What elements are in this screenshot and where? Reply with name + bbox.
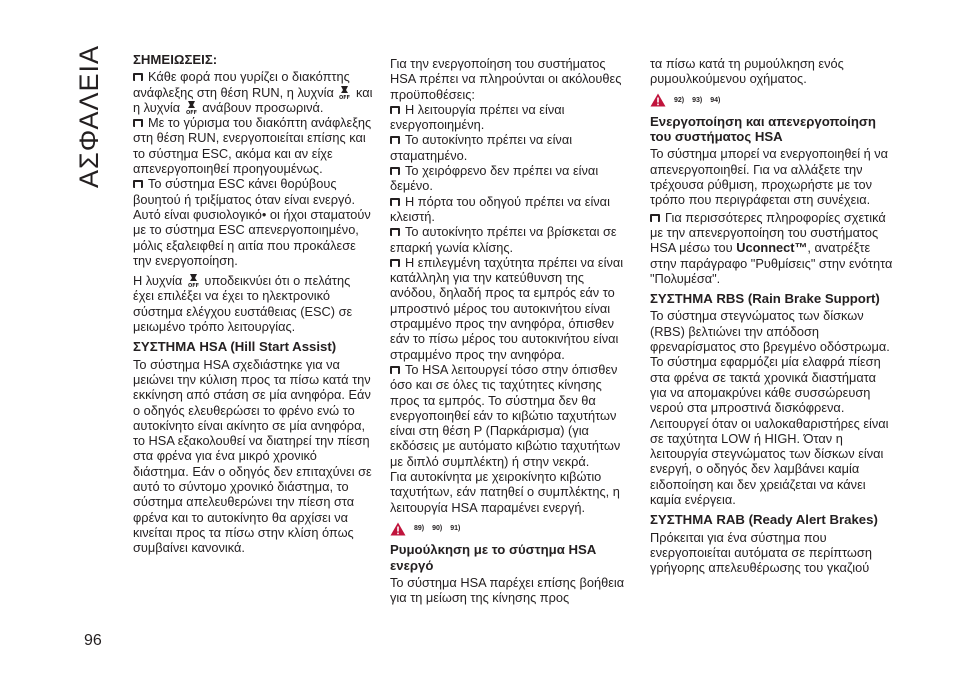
warning-ref: 93) xyxy=(692,96,703,104)
warning-ref: 92) xyxy=(674,96,685,104)
bookmark-icon xyxy=(390,198,400,206)
svg-text:OFF: OFF xyxy=(187,283,199,289)
hsa-heading: ΣΥΣΤΗΜΑ HSA (Hill Start Assist) xyxy=(133,339,337,355)
bookmark-icon xyxy=(390,167,400,175)
warning-ref: 91) xyxy=(450,524,461,532)
condition-item: Η λειτουργία πρέπει να είναι ενεργοποιημένη. xyxy=(390,101,565,133)
rab-text: Πρόκειται για ένα σύστημα που ενεργοποιείται αυτόματα σε περίπτωση γρήγορης απελευθέρωσης του γκαζιού xyxy=(650,529,872,576)
rab-heading: ΣΥΣΤΗΜΑ RAB (Ready Alert Brakes) xyxy=(650,512,878,528)
trailer-heading: Ρυμούλκηση με το σύστημα HSA ενεργό xyxy=(390,542,596,573)
bookmark-icon xyxy=(390,259,400,267)
warning-ref: 90) xyxy=(432,524,443,532)
bookmark-icon xyxy=(390,366,400,374)
hsa-toggle-text: Το σύστημα μπορεί να ενεργοποιηθεί ή να απενεργοποιηθεί. Για να αλλάξετε την τρέχουσα ρύθμιση, προχωρήστε με τον τρόπο που περιγράφεται στη συνέχεια. xyxy=(650,146,889,208)
bookmark-icon xyxy=(390,106,400,114)
page-number: 96 xyxy=(84,632,102,649)
svg-text:OFF: OFF xyxy=(339,94,351,100)
warning-references xyxy=(390,521,628,536)
svg-text:OFF: OFF xyxy=(185,109,197,115)
note-2: Με το γύρισμα του διακόπτη ανάφλεξης στη θέση RUN, ενεργοποιείται επίσης και το σύστημα ESC, ακόμα και αν είχε απενεργοποιηθεί προηγουμένως. xyxy=(133,115,372,177)
condition-item: Το αυτοκίνητο πρέπει να είναι σταματημένο. xyxy=(390,132,573,163)
uconnect-brand: Uconnect™ xyxy=(736,240,808,256)
section-title: ΑΣΦΑΛΕΙΑ xyxy=(74,44,104,188)
manual-gearbox-note: Για αυτοκίνητα με χειροκίνητο κιβώτιο ταχυτήτων, εάν πατηθεί ο συμπλέκτης, η λειτουργία HSA παραμένει ενεργή. xyxy=(390,469,620,515)
trailer-text: Το σύστημα HSA παρέχει επίσης βοήθεια για τη μείωση της κίνησης προς xyxy=(390,574,625,606)
condition-item: Το αυτοκίνητο πρέπει να βρίσκεται σε επαρκή γωνία κλίσης. xyxy=(390,224,617,255)
bookmark-icon xyxy=(133,119,143,127)
note-3: Το σύστημα ESC κάνει θορύβους βουητού ή τριξίματος όταν είναι ενεργό. Αυτό είναι φυσιολογικό• οι ήχοι σταματούν με το σύστημα ESC απενεργοποιημένο, μόλις εξαλειφθεί η αιτία που προκάλεσε την ενεργοποίηση. xyxy=(133,176,371,268)
notes-heading: ΣΗΜΕΙΩΣΕΙΣ: xyxy=(133,52,218,67)
rbs-heading: ΣΥΣΤΗΜΑ RBS (Rain Brake Support) xyxy=(650,291,880,307)
bookmark-icon xyxy=(133,73,143,81)
note-1: Κάθε φορά που γυρίζει ο διακόπτης ανάφλεξης στη θέση RUN, η λυχνία OFF και η λυχνία OFF ανάβουν προσωρινά. xyxy=(133,69,373,115)
hsa-text: Το σύστημα HSA σχεδιάστηκε για να μειώνει την κύλιση προς τα πίσω κατά την εκκίνηση από στάση σε μία ανηφόρα. Εάν ο οδηγός ελευθερώσει το φρένο ενώ το αυτοκίνητο είναι ακίνητο σε μία ανηφόρα, το HSA εξακολουθεί να διατηρεί την πίεση στα φρένα για ένα μικρό χρονικό διάστημα. Εάν ο οδηγός δεν επιταχύνει σε αυτό το σύντομο χρονικό διάστημα, το σύστημα απελευθερώνει την πίεση στα φρένα και το αυτοκίνητο θα αρχίσει να κινείται προς τα πίσω στην κλίση όπως συμβαίνει κανονικά. xyxy=(133,356,372,556)
bookmark-icon xyxy=(390,228,400,236)
condition-item: Η επιλεγμένη ταχύτητα πρέπει να είναι κατάλληλη για την κατεύθυνση της ανόδου, δηλαδή προς τα εμπρός εάν το μπροστινό μέρος του αυτοκινήτου είναι στραμμένο προς την ανηφόρα, όπισθεν εάν το πίσω μέρος του αυτοκινήτου είναι στραμμένο προς την ανηφόρα. xyxy=(390,254,624,362)
condition-item: Η πόρτα του οδηγού πρέπει να είναι κλειστή. xyxy=(390,193,610,224)
esc-off-indicator-icon xyxy=(188,273,199,288)
trailer-text-continued: τα πίσω κατά τη ρυμούλκηση ενός ρυμουλκούμενου οχήματος. xyxy=(650,56,844,87)
indicator-note: Η λυχνία OFF υποδεικνύει ότι ο πελάτης έχει επιλέξει να έχει το ηλεκτρονικό σύστημα ελέγχου ευστάθειας (ESC) σε μειωμένο τρόπο λειτουργίας. xyxy=(133,273,353,335)
esc-off-indicator-icon xyxy=(339,85,350,100)
column-1 xyxy=(133,52,373,556)
warning-ref: 94) xyxy=(710,96,721,104)
warning-triangle-icon xyxy=(390,522,406,536)
esc-off-indicator-icon xyxy=(186,100,197,115)
rbs-text: Το σύστημα στεγνώματος των δίσκων (RBS) βελτιώνει την απόδοση φρεναρίσματος στο βρεγμένο οδόστρωμα. Το σύστημα εφαρμόζει μία ελαφρά πίεση στα φρένα σε τακτά χρονικά διαστήματα για να απομακρύνει κάθε συσσώρευση νερού στα μπροστινά δισκόφρενα. Λειτουργεί όταν οι υαλοκαθαριστήρες είναι σε ταχύτητα LOW ή HIGH. Όταν η λειτουργία στεγνώματος των δίσκων είναι ενεργή, ο οδηγός δεν λαμβάνει καμία ειδοποίηση και δεν χρειάζεται να κάνει καμία ενέργεια. xyxy=(650,308,890,508)
bookmark-icon xyxy=(390,136,400,144)
warning-references xyxy=(650,93,895,108)
bookmark-icon xyxy=(650,214,660,222)
warning-triangle-icon xyxy=(650,93,666,107)
condition-item: Το χειρόφρενο δεν πρέπει να είναι δεμένο. xyxy=(390,163,599,194)
column-3 xyxy=(650,56,895,576)
hsa-toggle-heading: Ενεργοποίηση και απενεργοποίηση του συστήματος HSA xyxy=(650,113,876,145)
bookmark-icon xyxy=(133,180,143,188)
conditions-intro: Για την ενεργοποίηση του συστήματος HSA πρέπει να πληρούνται οι ακόλουθες προϋποθέσεις: xyxy=(390,56,622,102)
warning-ref: 89) xyxy=(414,524,425,532)
condition-item: Το HSA λειτουργεί τόσο στην όπισθεν όσο και σε όλες τις ταχύτητες κίνησης προς τα εμπρός. Το σύστημα δεν θα ενεργοποιηθεί εάν το κιβώτιο ταχυτήτων είναι στη θέση P (Παρκάρισμα) (για εκδόσεις με αυτόματο κιβώτιο ταχυτήτων με διπλό συμπλέκτη) ή στην νεκρά. xyxy=(390,361,621,469)
uconnect-info: Για περισσότερες πληροφορίες σχετικά με την απενεργοποίηση του συστήματος HSA μέσω του Uconnect™, ανατρέξτε στην παράγραφο "Ρυθμίσεις" στην ενότητα "Πολυμέσα". xyxy=(650,209,893,286)
column-2 xyxy=(390,56,628,605)
